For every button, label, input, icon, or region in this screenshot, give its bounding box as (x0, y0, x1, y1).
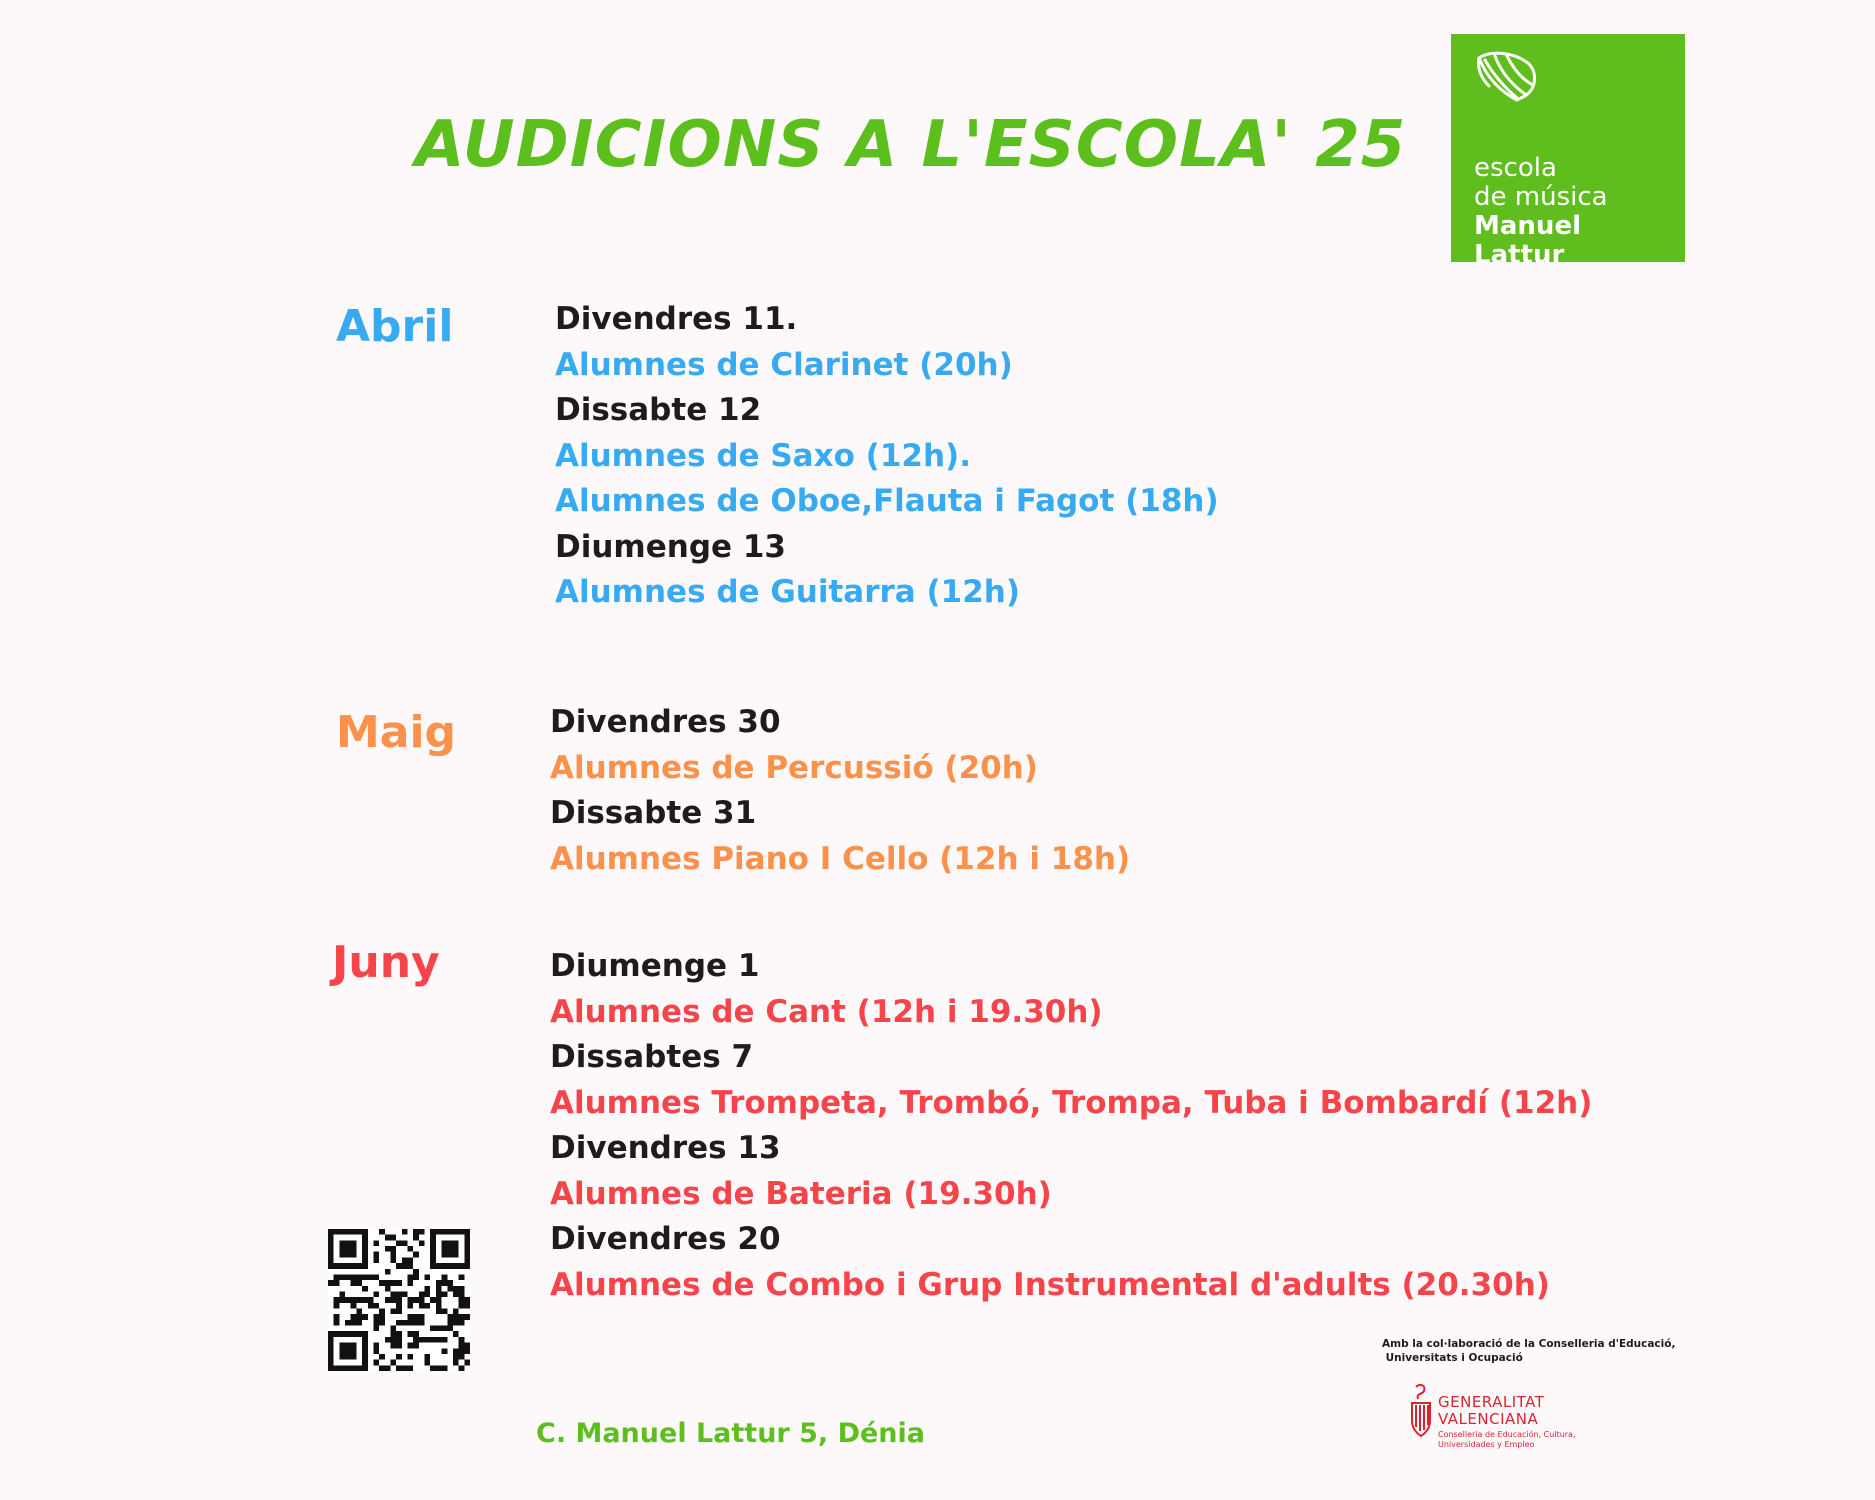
schedule-event: Alumnes Piano I Cello (12h i 18h) (550, 840, 1131, 877)
generalitat-department (1438, 1430, 1576, 1450)
schedule-event: Alumnes de Percussió (20h) (550, 749, 1038, 786)
seashell-icon (1471, 48, 1541, 104)
page-title: AUDICIONS A L'ESCOLA' 25 (415, 108, 1407, 182)
generalitat-name (1438, 1394, 1544, 1428)
generalitat-line: VALENCIANA (1438, 1410, 1539, 1428)
schedule-day: Divendres 13 (550, 1130, 781, 1166)
school-logo (1451, 34, 1685, 270)
logo-text-lattur: Lattur (1474, 240, 1565, 270)
schedule-event: Alumnes de Bateria (19.30h) (550, 1175, 1052, 1212)
schedule-event: Alumnes Trompeta, Trombó, Trompa, Tuba i Bombardí (12h) (550, 1084, 1593, 1121)
schedule-day: Diumenge 1 (550, 948, 760, 984)
logo-text-manuel: Manuel (1474, 211, 1581, 241)
schedule-day: Dissabte 31 (550, 795, 757, 831)
month-label-abril: Abril (336, 301, 454, 352)
generalitat-emblem-icon (1408, 1383, 1434, 1439)
schedule-day: Divendres 11. (555, 301, 798, 337)
department-line: Conselleria de Educación, Cultura, (1438, 1430, 1576, 1439)
collaboration-line: Universitats i Ocupació (1382, 1352, 1523, 1364)
schedule-event: Alumnes de Saxo (12h). (555, 437, 971, 474)
schedule-list-juny (550, 944, 1592, 1308)
schedule-event: Alumnes de Cant (12h i 19.30h) (550, 993, 1103, 1030)
collaboration-note (1382, 1337, 1675, 1365)
logo-text-escola: escola (1474, 153, 1557, 183)
month-label-juny: Juny (332, 937, 440, 988)
schedule-day: Divendres 20 (550, 1221, 781, 1257)
schedule-day: Divendres 30 (550, 704, 781, 740)
schedule-event: Alumnes de Clarinet (20h) (555, 346, 1013, 383)
qr-code[interactable] (328, 1229, 470, 1371)
schedule-day: Dissabtes 7 (550, 1039, 754, 1075)
schedule-day: Diumenge 13 (555, 528, 786, 565)
schedule-event: Alumnes de Combo i Grup Instrumental d'adults (20.30h) (550, 1266, 1550, 1303)
generalitat-line: GENERALITAT (1438, 1393, 1545, 1411)
schedule-day: Dissabte 12 (555, 392, 762, 428)
logo-text-de-musica: de música (1474, 182, 1608, 212)
schedule-event: Alumnes de Oboe,Flauta i Fagot (18h) (555, 483, 1219, 519)
month-label-maig: Maig (336, 707, 457, 758)
schedule-list-abril (555, 297, 1219, 616)
address-text: C. Manuel Lattur 5, Dénia (536, 1418, 926, 1449)
collaboration-line: Amb la col·laboració de la Conselleria d'Educació, (1382, 1338, 1676, 1350)
department-line: Universidades y Empleo (1438, 1440, 1535, 1449)
schedule-list-maig (550, 700, 1130, 882)
schedule-event: Alumnes de Guitarra (12h) (555, 574, 1021, 610)
